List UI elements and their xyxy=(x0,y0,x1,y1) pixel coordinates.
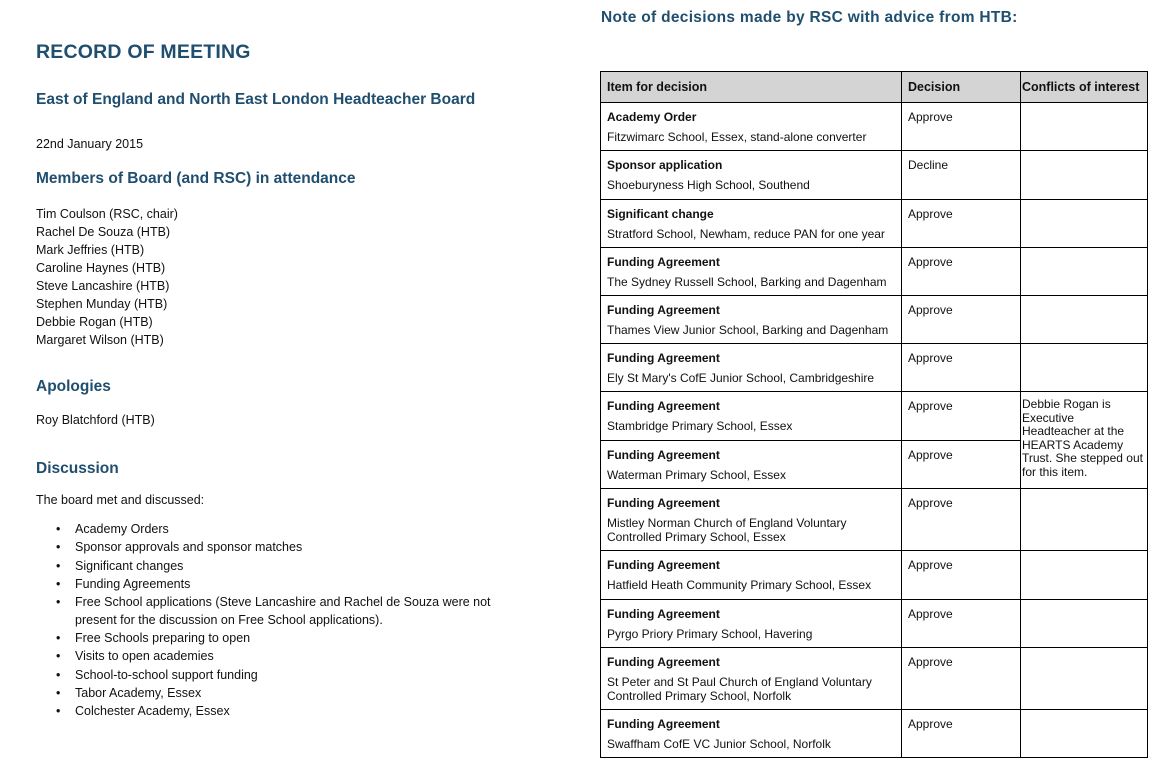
table-row xyxy=(601,489,1148,551)
discussion-item: • Funding Agreements xyxy=(56,576,526,594)
member-item: Stephen Munday (HTB) xyxy=(36,297,168,311)
conflicts-cell xyxy=(1021,103,1148,151)
column-header-item: Item for decision xyxy=(601,72,902,103)
conflicts-cell xyxy=(1021,600,1148,648)
table-row xyxy=(601,248,1148,296)
discussion-intro: The board met and discussed: xyxy=(36,493,205,507)
item-detail: Fitzwimarc School, Essex, stand-alone converter xyxy=(607,130,867,144)
item-cell xyxy=(601,710,902,758)
member-item: Rachel De Souza (HTB) xyxy=(36,225,171,239)
table-row xyxy=(601,103,1148,151)
item-detail: Swaffham CofE VC Junior School, Norfolk xyxy=(607,737,831,751)
item-type: Funding Agreement xyxy=(607,255,720,269)
item-type: Sponsor application xyxy=(607,158,723,172)
item-type: Funding Agreement xyxy=(607,351,720,365)
table-row xyxy=(601,648,1148,710)
decision-cell: Approve xyxy=(902,103,1021,151)
item-detail: St Peter and St Paul Church of England Voluntary Controlled Primary School, Norfolk xyxy=(607,675,872,703)
table-row xyxy=(601,296,1148,344)
decision-cell: Approve xyxy=(902,200,1021,248)
item-type: Funding Agreement xyxy=(607,717,720,731)
item-cell xyxy=(601,392,902,441)
conflicts-cell xyxy=(1021,296,1148,344)
conflicts-cell xyxy=(1021,151,1148,200)
item-type: Funding Agreement xyxy=(607,399,720,413)
conflicts-cell xyxy=(1021,648,1148,710)
discussion-heading: Discussion xyxy=(36,460,119,477)
discussion-item: • Significant changes xyxy=(56,558,526,576)
meeting-date: 22nd January 2015 xyxy=(36,137,144,151)
decision-cell: Approve xyxy=(902,441,1021,489)
decisions-table xyxy=(600,71,1148,758)
discussion-item: • Sponsor approvals and sponsor matches xyxy=(56,539,526,557)
item-cell xyxy=(601,200,902,248)
discussion-list xyxy=(56,521,526,721)
item-detail: Hatfield Heath Community Primary School, Essex xyxy=(607,578,872,592)
item-type: Funding Agreement xyxy=(607,448,720,462)
decision-cell: Approve xyxy=(902,551,1021,600)
item-cell xyxy=(601,151,902,200)
members-heading: Members of Board (and RSC) in attendance xyxy=(36,170,356,187)
decision-cell: Approve xyxy=(902,392,1021,441)
conflicts-cell xyxy=(1021,489,1148,551)
item-detail: Shoeburyness High School, Southend xyxy=(607,178,810,192)
members-list xyxy=(36,205,178,349)
item-type: Funding Agreement xyxy=(607,558,720,572)
discussion-item: • Colchester Academy, Essex xyxy=(56,703,526,721)
member-item: Steve Lancashire (HTB) xyxy=(36,279,170,293)
table-header-row xyxy=(601,72,1148,103)
item-cell xyxy=(601,344,902,392)
decision-cell: Decline xyxy=(902,151,1021,200)
decision-cell: Approve xyxy=(902,344,1021,392)
apologies-list xyxy=(36,411,155,429)
item-cell xyxy=(601,600,902,648)
member-item: Margaret Wilson (HTB) xyxy=(36,333,164,347)
conflicts-cell xyxy=(1021,344,1148,392)
discussion-item: • Visits to open academies xyxy=(56,648,526,666)
item-detail: Stratford School, Newham, reduce PAN for one year xyxy=(607,227,885,241)
board-name: East of England and North East London Headteacher Board xyxy=(36,91,476,108)
item-type: Significant change xyxy=(607,207,714,221)
member-item: Caroline Haynes (HTB) xyxy=(36,261,166,275)
conflicts-cell xyxy=(1021,200,1148,248)
item-detail: Stambridge Primary School, Essex xyxy=(607,419,793,433)
item-detail: The Sydney Russell School, Barking and Dagenham xyxy=(607,275,887,289)
item-cell xyxy=(601,248,902,296)
member-item: Tim Coulson (RSC, chair) xyxy=(36,207,178,221)
column-header-decision: Decision xyxy=(902,72,1021,103)
apology-item: Roy Blatchford (HTB) xyxy=(36,413,155,427)
discussion-item: • School-to-school support funding xyxy=(56,667,526,685)
item-detail: Mistley Norman Church of England Voluntary Controlled Primary School, Essex xyxy=(607,516,847,544)
discussion-item: • Free Schools preparing to open xyxy=(56,630,526,648)
decisions-heading: Note of decisions made by RSC with advice from HTB: xyxy=(601,9,1018,26)
discussion-item: • Tabor Academy, Essex xyxy=(56,685,526,703)
item-detail: Ely St Mary's CofE Junior School, Cambridgeshire xyxy=(607,371,875,385)
conflicts-cell xyxy=(1021,710,1148,758)
table-row xyxy=(601,392,1148,441)
item-type: Funding Agreement xyxy=(607,607,720,621)
document-title: RECORD OF MEETING xyxy=(36,41,251,63)
member-item: Debbie Rogan (HTB) xyxy=(36,315,153,329)
item-cell xyxy=(601,489,902,551)
table-row xyxy=(601,551,1148,600)
conflicts-cell xyxy=(1021,248,1148,296)
conflicts-cell xyxy=(1021,551,1148,600)
item-cell xyxy=(601,296,902,344)
item-type: Funding Agreement xyxy=(607,303,720,317)
decision-cell: Approve xyxy=(902,710,1021,758)
decision-cell: Approve xyxy=(902,600,1021,648)
item-detail: Thames View Junior School, Barking and Dagenham xyxy=(607,323,889,337)
apologies-heading: Apologies xyxy=(36,378,111,395)
table-row xyxy=(601,151,1148,200)
item-cell xyxy=(601,441,902,489)
discussion-item: • Academy Orders xyxy=(56,521,526,539)
table-row xyxy=(601,600,1148,648)
item-cell xyxy=(601,103,902,151)
conflicts-cell: Debbie Rogan is Executive Headteacher at the HEARTS Academy Trust. She stepped out for this item. xyxy=(1021,392,1148,489)
table-row xyxy=(601,200,1148,248)
item-cell xyxy=(601,648,902,710)
item-type: Funding Agreement xyxy=(607,496,720,510)
decision-cell: Approve xyxy=(902,248,1021,296)
item-cell xyxy=(601,551,902,600)
item-type: Academy Order xyxy=(607,110,697,124)
item-type: Funding Agreement xyxy=(607,655,720,669)
table-row xyxy=(601,710,1148,758)
member-item: Mark Jeffries (HTB) xyxy=(36,243,145,257)
decision-cell: Approve xyxy=(902,489,1021,551)
item-detail: Waterman Primary School, Essex xyxy=(607,468,786,482)
decision-cell: Approve xyxy=(902,296,1021,344)
column-header-conflicts: Conflicts of interest xyxy=(1021,72,1148,103)
discussion-item: • Free School applications (Steve Lancashire and Rachel de Souza were not present for the discussion on Free School applications). xyxy=(56,594,526,629)
table-row xyxy=(601,344,1148,392)
item-detail: Pyrgo Priory Primary School, Havering xyxy=(607,627,813,641)
decision-cell: Approve xyxy=(902,648,1021,710)
